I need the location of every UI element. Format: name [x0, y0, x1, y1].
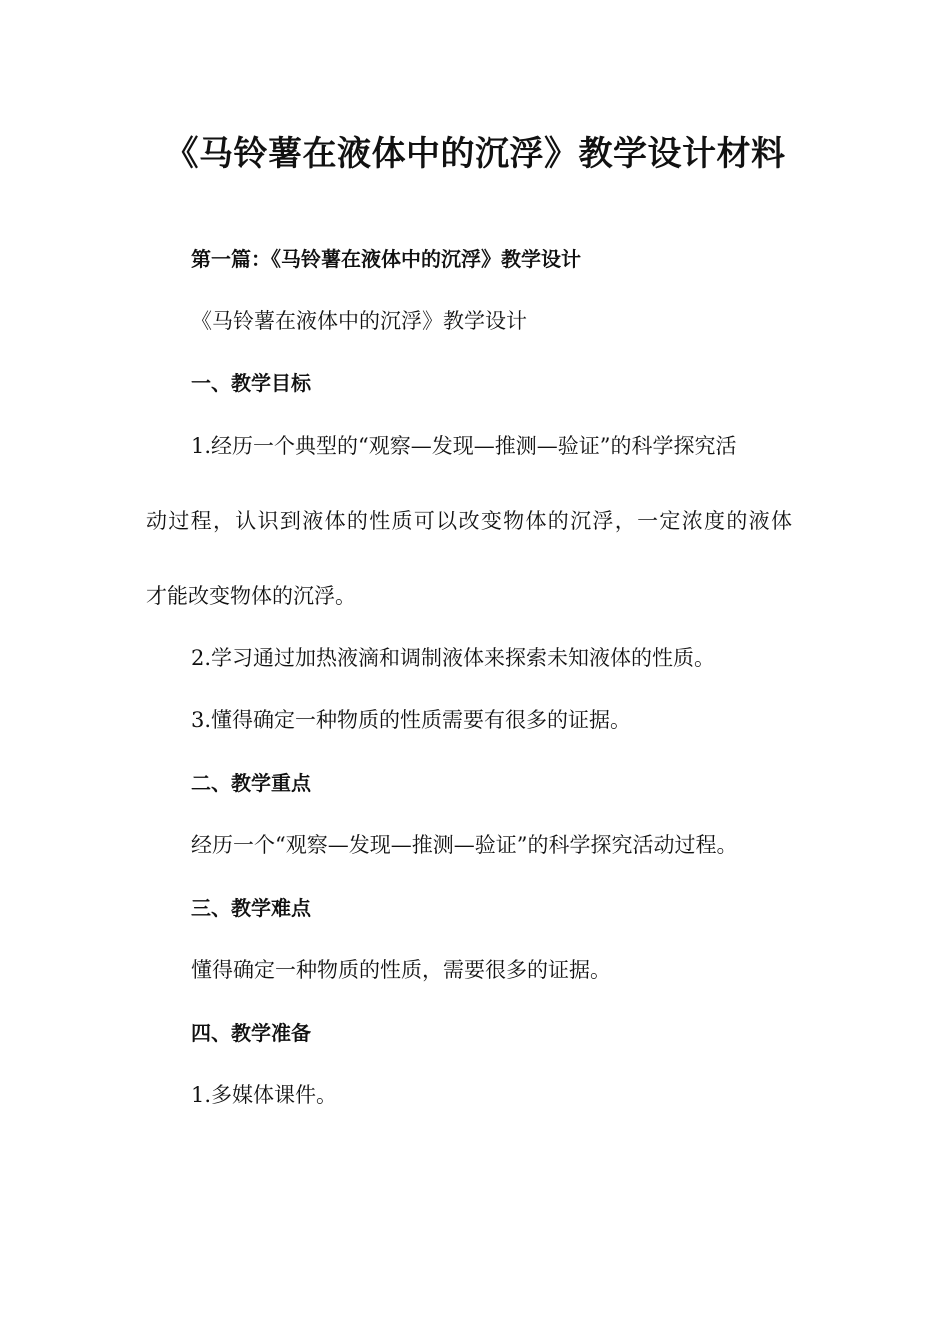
- preparation-heading: 四、教学准备: [191, 1021, 311, 1045]
- objectives-heading: 一、教学目标: [191, 371, 311, 395]
- objective1-line1: 1.经历一个典型的“观察—发现—推测—验证”的科学探究活: [191, 434, 737, 458]
- preparation-item-1: 1.多媒体课件。: [191, 1083, 338, 1107]
- difficulties-heading: 三、教学难点: [191, 896, 311, 920]
- objective3-paragraph: 3.懂得确定一种物质的性质需要有很多的证据。: [191, 708, 632, 732]
- objective2-paragraph: 2.学习通过加热液滴和调制液体来探索未知液体的性质。: [191, 646, 716, 670]
- keypoints-paragraph: 经历一个“观察—发现—推测—验证”的科学探究活动过程。: [191, 833, 738, 857]
- document-title: 《马铃薯在液体中的沉浮》教学设计材料: [164, 134, 786, 174]
- section1-heading: 第一篇：《马铃薯在液体中的沉浮》教学设计: [191, 247, 581, 271]
- subtitle-line: 《马铃薯在液体中的沉浮》教学设计: [191, 309, 527, 333]
- difficulties-paragraph: 懂得确定一种物质的性质，需要很多的证据。: [191, 958, 611, 982]
- objective1-line2: 动过程，认识到液体的性质可以改变物体的沉浮，一定浓度的液体: [146, 509, 792, 533]
- keypoints-heading: 二、教学重点: [191, 771, 311, 795]
- objective1-line3: 才能改变物体的沉浮。: [146, 584, 356, 608]
